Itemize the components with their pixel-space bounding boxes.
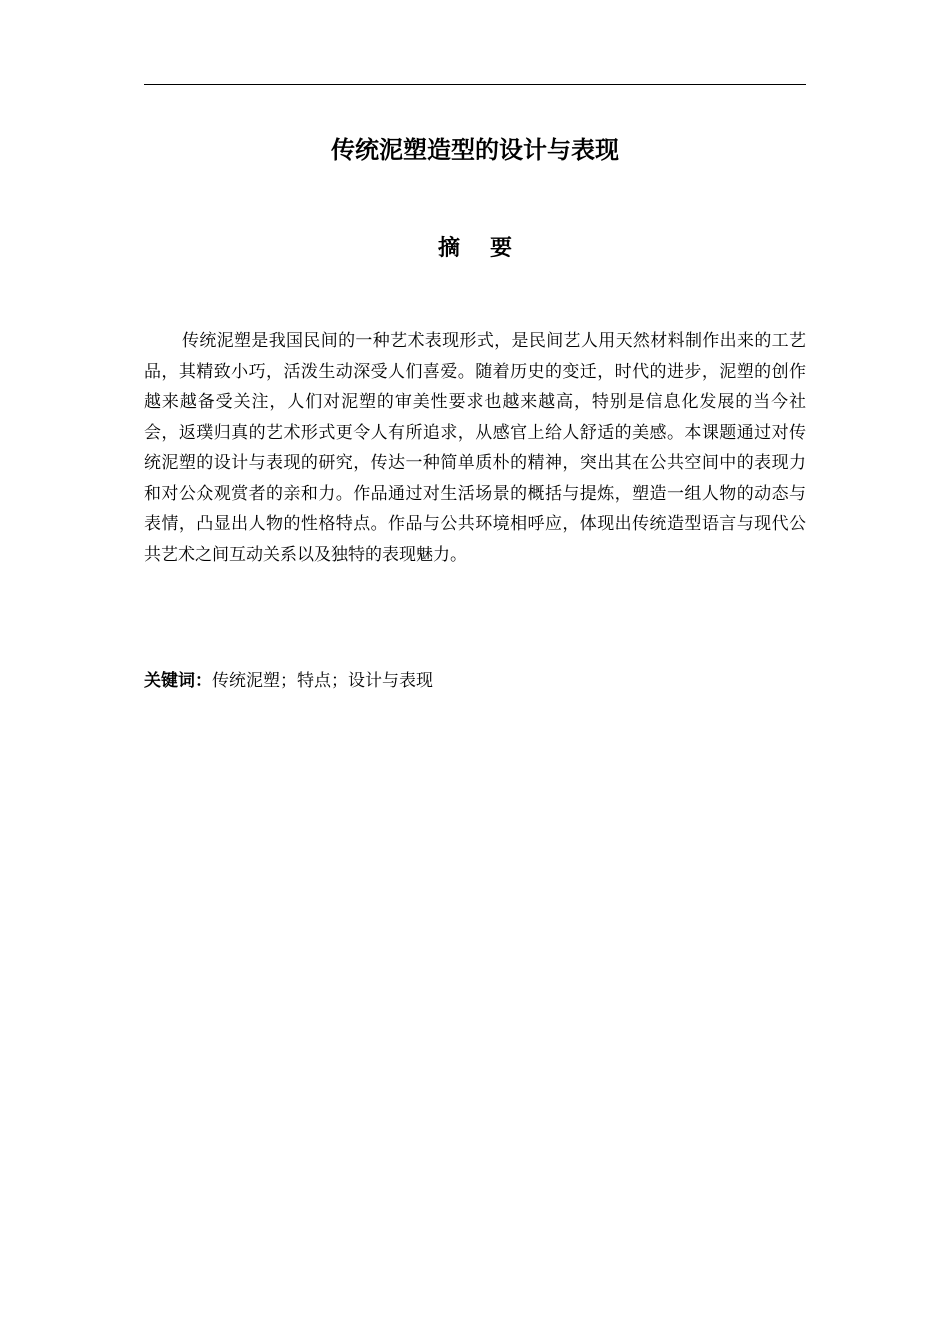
- keywords-label: 关键词：: [144, 671, 212, 691]
- keywords-value: 传统泥塑；特点；设计与表现: [212, 671, 433, 691]
- abstract-heading: 摘要: [437, 236, 542, 261]
- keywords-line: [144, 666, 806, 696]
- abstract-body: 传统泥塑是我国民间的一种艺术表现形式，是民间艺人用天然材料制作出来的工艺品，其精致小巧，活泼生动深受人们喜爱。随着历史的变迁，时代的进步，泥塑的创作越来越备受关注，人们对泥塑的审美性要求也越来越高，特别是信息化发展的当今社会，返璞归真的艺术形式更令人有所追求，从感官上给人舒适的美感。本课题通过对传统泥塑的设计与表现的研究，传达一种简单质朴的精神，突出其在公共空间中的表现力和对公众观赏者的亲和力。作品通过对生活场景的概括与提炼，塑造一组人物的动态与表情，凸显出人物的性格特点。作品与公共环境相呼应，体现出传统造型语言与现代公共艺术之间互动关系以及独特的表现魅力。: [144, 331, 806, 565]
- document-title: 传统泥塑造型的设计与表现: [331, 136, 619, 164]
- header-rule: [144, 84, 806, 85]
